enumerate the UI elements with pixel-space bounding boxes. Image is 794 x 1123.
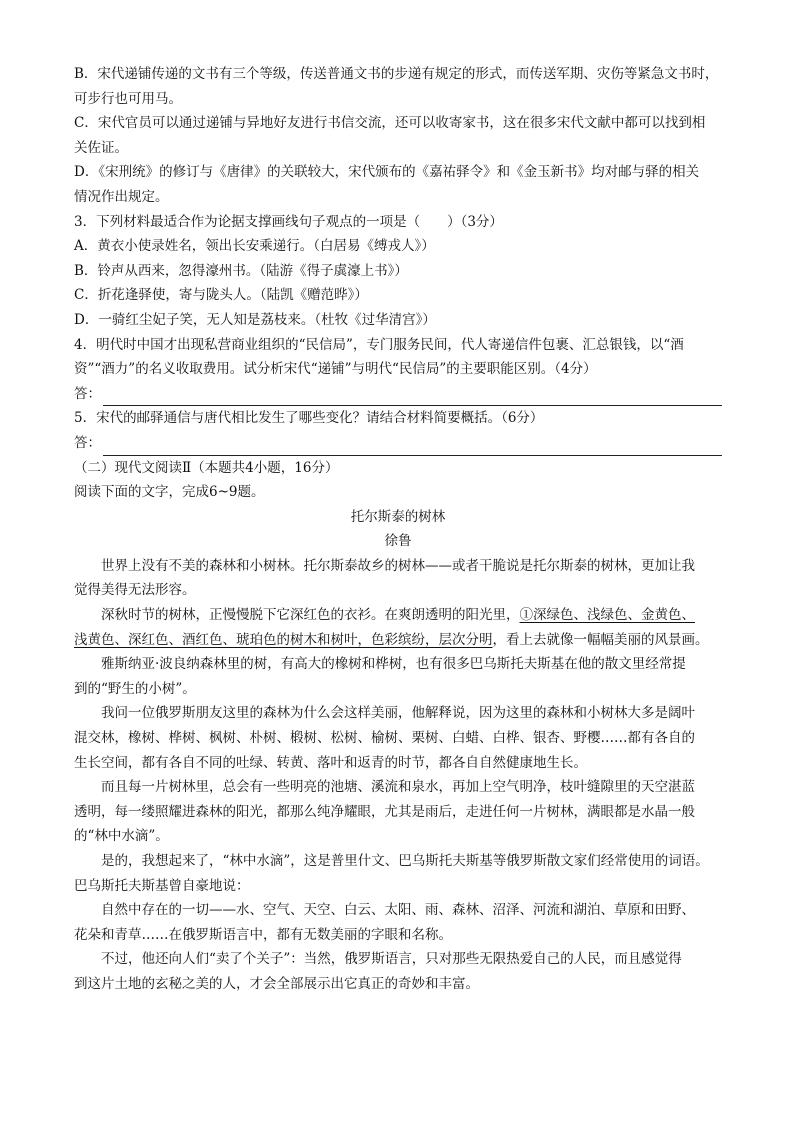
text-line [74, 603, 722, 628]
line-text: 不过，他还向人们“卖了个关子”：当然，俄罗斯语言，只对那些无限热爱自己的人民，而且感觉得 [101, 951, 682, 968]
line-text: 而且每一片树林里，总会有一些明亮的池塘、溪流和泉水，再加上空气明净，枝叶缝隙里的天空湛蓝 [101, 779, 695, 796]
text-line [74, 62, 722, 87]
text-line [74, 308, 722, 333]
text-line [74, 775, 722, 800]
text-line [74, 160, 722, 185]
text-line [74, 210, 722, 235]
text-line [74, 333, 722, 358]
text-line [74, 701, 722, 726]
line-text: D．一骑红尘妃子笑，无人知是荔枝来。（杜牧《过华清宫》） [74, 311, 436, 328]
text-line [74, 923, 722, 948]
line-text: 是的，我想起来了，“林中水滴”，这是普里什文、巴乌斯托夫斯基等俄罗斯散文家们经常使用的词语。 [101, 853, 709, 869]
line-text: 答： [74, 385, 101, 402]
line-text: 情况作出规定。 [74, 188, 169, 205]
line-text: 雅斯纳亚·波良纳森林里的树，有高大的橡树和桦树，也有很多巴乌斯托夫斯基在他的散文里经常提 [101, 656, 686, 673]
text-line [74, 874, 722, 899]
text-line [74, 677, 722, 702]
text-line [74, 554, 722, 579]
line-text: C．宋代官员可以通过递铺与异地好友进行书信交流，还可以收寄家书，这在很多宋代文献中都可以找到相 [74, 115, 706, 132]
line-text: 自然中存在的一切——水、空气、天空、白云、太阳、雨、森林、沼泽、河流和湖泊、草原和田野、 [101, 902, 695, 919]
text-line [74, 628, 722, 653]
text-line [74, 406, 722, 431]
underlined-sentence: ①深绿色、浅绿色、金黄色、 [519, 607, 695, 624]
text-line [74, 283, 722, 308]
text-line [74, 111, 722, 136]
line-text: B．宋代递铺传递的文书有三个等级，传送普通文书的步递有规定的形式，而传送军期、灾伤等紧急文书时， [74, 66, 719, 82]
line-text: 答： [74, 434, 101, 451]
line-text: 5．宋代的邮驿通信与唐代相比发生了哪些变化？请结合材料简要概括。（6分） [74, 410, 544, 427]
line-text: 巴乌斯托夫斯基曾自豪地说： [74, 877, 250, 894]
line-text: B．铃声从西来，忽得濠州书。（陆游《得子虡濠上书》） [74, 262, 408, 279]
text-line [74, 972, 722, 997]
text-line [74, 800, 722, 825]
line-text: 觉得美得无法形容。 [74, 582, 196, 599]
text-line [74, 751, 722, 776]
text-line [74, 824, 722, 849]
text-line [74, 87, 722, 112]
text-line [74, 480, 722, 505]
text-line [74, 185, 722, 210]
line-text: 关佐证。 [74, 139, 128, 156]
underlined-sentence: 浅黄色、深红色、酒红色、琥珀色的树木和树叶，色彩缤纷，层次分明 [74, 631, 493, 648]
line-text: 4．明代时中国才出现私营商业组织的“民信局”，专门服务民间，代人寄递信件包裹、汇总银钱，以“酒 [74, 336, 684, 353]
line-text: 深秋时节的树林，正慢慢脱下它深红色的衣衫。在爽朗透明的阳光里， [101, 607, 520, 624]
answer-blank[interactable] [103, 388, 722, 406]
line-text: 3．下列材料最适合作为论据支撑画线句子观点的一项是（ ）（3分） [74, 213, 503, 230]
line-text: 透明，每一缕照耀进森林的阳光，都那么纯净耀眼，尤其是雨后，走进任何一片树林，满眼都是水晶一般 [74, 803, 695, 820]
line-text: 到的“野生的小树”。 [74, 680, 196, 697]
answer-blank[interactable] [103, 438, 722, 456]
line-text: 托尔斯泰的树林 [350, 508, 446, 525]
text-line [74, 136, 722, 161]
line-text: 的“林中水滴”。 [74, 828, 169, 845]
text-line [74, 652, 722, 677]
line-text: 我问一位俄罗斯朋友这里的森林为什么会这样美丽，他解释说，因为这里的森林和小树林大多是阔叶 [101, 705, 695, 722]
line-text: 可步行也可用马。 [74, 90, 182, 107]
line-text: 徐鲁 [384, 533, 412, 550]
text-line [74, 849, 722, 874]
document-page [74, 62, 722, 997]
line-text: 世界上没有不美的森林和小树林。托尔斯泰故乡的树林——或者干脆说是托尔斯泰的树林，更加让我 [101, 557, 695, 574]
centered-heading [74, 529, 722, 554]
line-text: （二）现代文阅读Ⅱ（本题共4小题，16分） [74, 459, 339, 476]
text-line [74, 456, 722, 481]
text-line [74, 898, 722, 923]
line-text: C．折花逢驿使，寄与陇头人。（陆凯《赠范晔》） [74, 287, 368, 304]
answer-line[interactable] [74, 431, 722, 456]
text-line [74, 259, 722, 284]
line-text: 资”“酒力”的名义收取费用。试分析宋代“递铺”与明代“民信局”的主要职能区别。（4分） [74, 361, 597, 378]
text-line [74, 357, 722, 382]
text-line [74, 947, 722, 972]
centered-heading [74, 505, 722, 530]
line-text-tail: ，看上去就像一幅幅美丽的风景画。 [492, 631, 709, 648]
text-line [74, 726, 722, 751]
line-text: 阅读下面的文字，完成6~9题。 [74, 484, 265, 501]
answer-line[interactable] [74, 382, 722, 407]
line-text: D．《宋刑统》的修订与《唐律》的关联较大，宋代颁布的《嘉祐驿令》和《金玉新书》均对邮与驿的相关 [74, 164, 700, 181]
line-text: 花朵和青草……在俄罗斯语言中，都有无数美丽的字眼和名称。 [74, 926, 452, 943]
line-text: 到这片土地的玄秘之美的人，才会全部展示出它真正的奇妙和丰富。 [74, 975, 479, 992]
line-text: A．黄衣小使录姓名，领出长安乘递行。（白居易《缚戎人》） [74, 238, 435, 255]
text-line [74, 234, 722, 259]
line-text: 生长空间，都有各自不同的吐绿、转黄、落叶和返青的时节，都各自自然健康地生长。 [74, 754, 587, 771]
line-text: 混交林，橡树、桦树、枫树、朴树、椴树、松树、榆树、栗树、白蜡、白桦、银杏、野樱……都有各自的 [74, 730, 695, 747]
text-line [74, 578, 722, 603]
